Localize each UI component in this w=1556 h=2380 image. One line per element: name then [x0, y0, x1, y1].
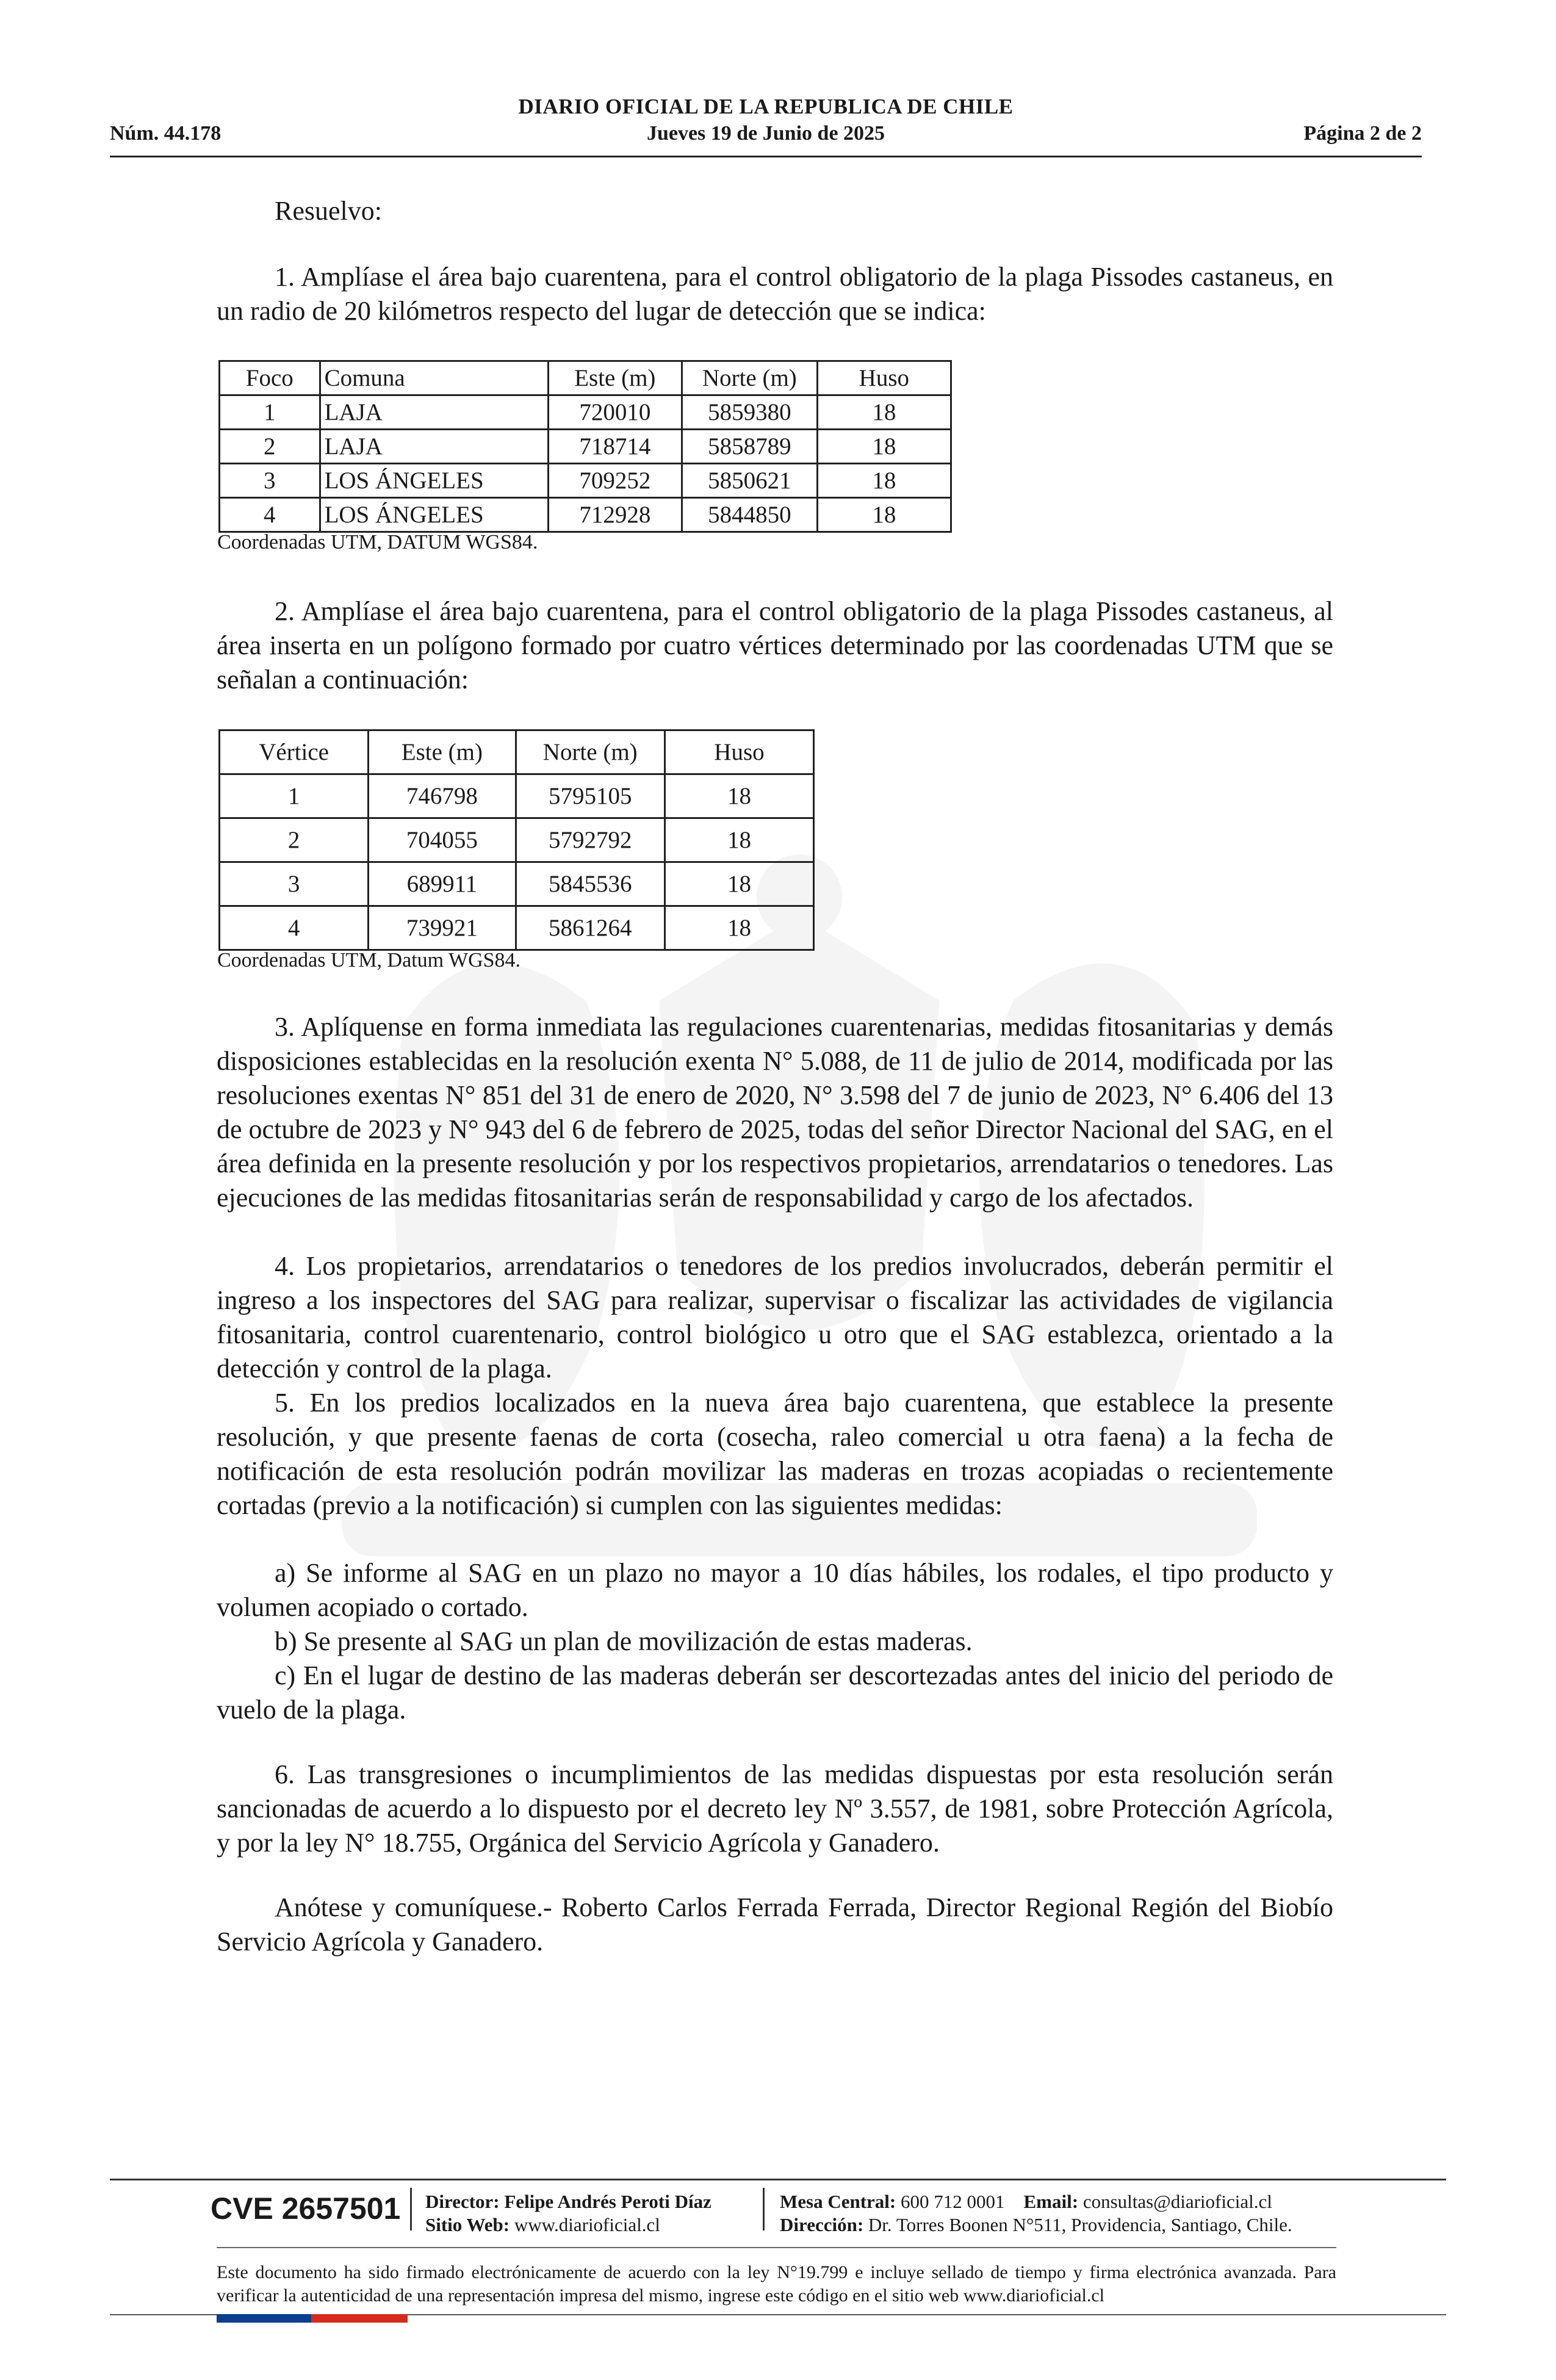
- paragraph-3: 3. Aplíquense en forma inmediata las regulaciones cuarentenarias, medidas fitosanitarias y demás disposiciones establecidas en la resolución exenta N° 5.088, de 11 de julio de 2014, modificada por las resoluciones exentas N° 851 del 31 de enero de 2020, N° 3.598 del 7 de junio de 2023, N° 6.406 del 13 de octubre de 2023 y N° 943 del 6 de febrero de 2025, todas del señor Director Nacional del SAG, en el área definida en la presente resolución y por los respectivos propietarios, arrendatarios o tenedores. Las ejecuciones de las medidas fitosanitarias serán de responsabilidad y cargo de los afectados.: [217, 1012, 1333, 1213]
- footer-website: Sitio Web: www.diarioficial.cl: [425, 2214, 660, 2235]
- col-header: Huso: [817, 361, 951, 395]
- footer-top-divider: [110, 2179, 1446, 2180]
- flag-stripe-blue: [217, 2314, 311, 2323]
- table-cell: 709252: [548, 464, 682, 498]
- table-cell: 739921: [369, 906, 516, 950]
- table-header-row: [220, 730, 814, 774]
- table-cell: 2: [220, 818, 369, 862]
- focus-table: [218, 360, 952, 533]
- signature-paragraph: Anótese y comuníquese.- Roberto Carlos Ferrada Ferrada, Director Regional Región del Biobío Servicio Agrícola y Ganadero.: [217, 1892, 1333, 1956]
- footer-separator: [410, 2188, 412, 2230]
- authenticity-notice: Este documento ha sido firmado electrónicamente de acuerdo con la ley N°19.799 e incluye sellado de tiempo y firma electrónica avanzada. Para verificar la autenticidad de una representación impresa del mismo, ingrese este código en el sitio web www.diarioficial.cl: [217, 2262, 1336, 2306]
- issue-date: Jueves 19 de Junio de 2025: [646, 122, 885, 145]
- table-cell: 720010: [548, 395, 682, 430]
- table-cell: 4: [220, 498, 320, 532]
- table-cell: 746798: [369, 774, 516, 818]
- footer-address: Dirección: Dr. Torres Boonen N°511, Providencia, Santiago, Chile.: [780, 2214, 1292, 2235]
- table-cell: 5850621: [682, 464, 818, 498]
- table-cell: 18: [665, 774, 813, 818]
- newspaper-title: DIARIO OFICIAL DE LA REPUBLICA DE CHILE: [518, 95, 1014, 118]
- col-header: Este (m): [548, 361, 682, 395]
- header-row: [110, 122, 1422, 149]
- table-cell: 18: [817, 498, 951, 532]
- table-cell: 18: [665, 818, 813, 862]
- table-cell: 1: [220, 774, 369, 818]
- table-cell: 18: [817, 464, 951, 498]
- table-row: [220, 430, 951, 464]
- table-row: [220, 906, 814, 950]
- table-cell: 5792792: [516, 818, 665, 862]
- table-cell: 18: [817, 430, 951, 464]
- page-indicator: Página 2 de 2: [1303, 122, 1422, 145]
- table-cell: 1: [220, 395, 320, 430]
- table-row: [220, 862, 814, 906]
- issue-number: Núm. 44.178: [110, 122, 222, 145]
- paragraph-1: 1. Amplíase el área bajo cuarentena, para el control obligatorio de la plaga Pissodes castaneus, en un radio de 20 kilómetros respecto del lugar de detección que se indica:: [217, 262, 1333, 326]
- col-header: Comuna: [320, 361, 548, 395]
- table-cell: 5859380: [682, 395, 818, 430]
- table-cell: 18: [665, 862, 813, 906]
- email-link[interactable]: consultas@diarioficial.cl: [1082, 2191, 1272, 2212]
- table-cell: 18: [665, 906, 813, 950]
- paragraph-5: 5. En los predios localizados en la nueva área bajo cuarentena, que establece la presente resolución, y que presente faenas de corta (cosecha, raleo comercial u otra faena) a la fecha de notificación de esta resolución podrán movilizar las maderas en trozas acopiadas o recientemente cortadas (previo a la notificación) si cumplen con las siguientes medidas:: [217, 1388, 1333, 1520]
- cve-code: CVE 2657501: [211, 2191, 401, 2226]
- table-cell: 712928: [548, 498, 682, 532]
- paragraph-4: 4. Los propietarios, arrendatarios o tenedores de los predios involucrados, deberán permitir el ingreso a los inspectores del SAG para realizar, supervisar o fiscalizar las actividades de vigilancia fitosanitaria, control cuarentenario, control biológico u otro que el SAG establezca, orientado a la detección y control de la plaga.: [217, 1251, 1333, 1383]
- table-cell: 5858789: [682, 430, 818, 464]
- table-row: [220, 498, 951, 532]
- table-cell: LOS ÁNGELES: [320, 464, 548, 498]
- table-caption: Coordenadas UTM, DATUM WGS84.: [217, 531, 538, 554]
- col-header: Este (m): [369, 730, 516, 774]
- header-divider: [110, 156, 1422, 157]
- website-link[interactable]: www.diarioficial.cl: [514, 2214, 660, 2235]
- table-row: [220, 395, 951, 430]
- table-cell: 5844850: [682, 498, 818, 532]
- table-cell: 3: [220, 862, 369, 906]
- table-cell: 5795105: [516, 774, 665, 818]
- table-cell: 718714: [548, 430, 682, 464]
- col-header: Vértice: [220, 730, 369, 774]
- item-b: b) Se presente al SAG un plan de movilización de estas maderas.: [275, 1626, 973, 1656]
- table-cell: LAJA: [320, 395, 548, 430]
- table-cell: LAJA: [320, 430, 548, 464]
- footer-contact: Mesa Central: 600 712 0001 Email: consultas@diarioficial.cl: [780, 2191, 1272, 2212]
- table-row: [220, 774, 814, 818]
- vertex-table: [218, 729, 815, 951]
- col-header: Foco: [220, 361, 320, 395]
- table-cell: 5861264: [516, 906, 665, 950]
- table-cell: 2: [220, 430, 320, 464]
- col-header: Norte (m): [682, 361, 818, 395]
- table-cell: LOS ÁNGELES: [320, 498, 548, 532]
- paragraph-6: 6. Las transgresiones o incumplimientos de las medidas dispuestas por esta resolución serán sancionadas de acuerdo a lo dispuesto por el decreto ley Nº 3.557, de 1981, sobre Protección Agrícola, y por la ley N° 18.755, Orgánica del Servicio Agrícola y Ganadero.: [217, 1759, 1333, 1858]
- paragraph-2: 2. Amplíase el área bajo cuarentena, para el control obligatorio de la plaga Pissodes castaneus, al área inserta en un polígono formado por cuatro vértices determinado por las coordenadas UTM que se señalan a continuación:: [217, 596, 1333, 694]
- col-header: Huso: [665, 730, 813, 774]
- table-cell: 3: [220, 464, 320, 498]
- table-cell: 4: [220, 906, 369, 950]
- table-row: [220, 818, 814, 862]
- table-header-row: [220, 361, 951, 395]
- table-cell: 18: [817, 395, 951, 430]
- resuelvo-heading: Resuelvo:: [275, 196, 382, 226]
- footer-mid-divider: [217, 2247, 1336, 2248]
- table-row: [220, 464, 951, 498]
- footer-separator: [763, 2188, 765, 2230]
- table-cell: 689911: [369, 862, 516, 906]
- table-cell: 704055: [369, 818, 516, 862]
- table-cell: 5845536: [516, 862, 665, 906]
- item-a: a) Se informe al SAG en un plazo no mayor a 10 días hábiles, los rodales, el tipo producto y volumen acopiado o cortado.: [217, 1558, 1333, 1622]
- flag-stripe-red: [311, 2314, 408, 2323]
- col-header: Norte (m): [516, 730, 665, 774]
- footer-director: Director: Felipe Andrés Peroti Díaz: [425, 2191, 711, 2212]
- table-caption: Coordenadas UTM, Datum WGS84.: [217, 949, 521, 972]
- item-c: c) En el lugar de destino de las maderas deberán ser descortezadas antes del inicio del periodo de vuelo de la plaga.: [217, 1661, 1333, 1725]
